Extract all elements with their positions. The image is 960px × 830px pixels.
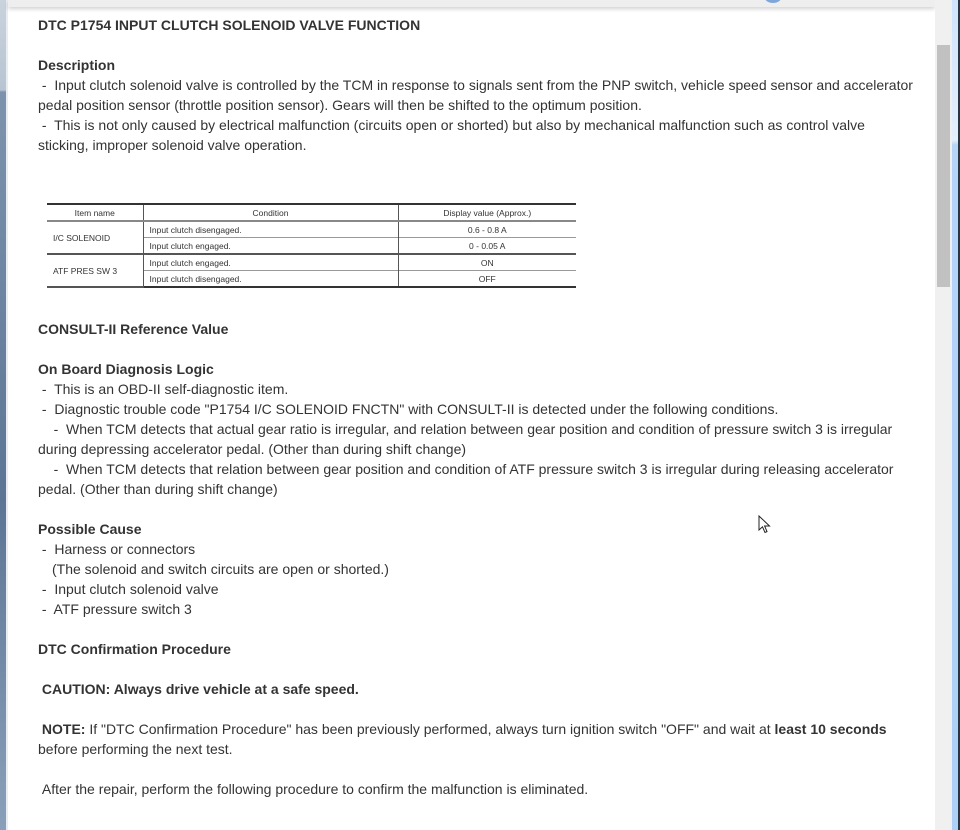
header-condition: Condition <box>143 204 398 221</box>
cause-line: - Input clutch solenoid valve <box>38 581 219 597</box>
mouse-pointer-icon <box>758 515 772 535</box>
note-paragraph <box>38 719 918 759</box>
description-heading: Description <box>38 57 116 73</box>
after-repair-text: After the repair, perform the following procedure to confirm the malfunction is eliminated. <box>38 781 589 797</box>
cause-line: - Harness or connectors <box>38 541 196 557</box>
toolbar-button-partial[interactable] <box>765 0 781 3</box>
note-bold: least 10 seconds <box>774 721 887 737</box>
window-left-edge <box>0 0 8 830</box>
value-cell: 0.6 - 0.8 A <box>398 221 576 238</box>
value-cell: OFF <box>398 271 576 288</box>
document-content <box>38 15 918 799</box>
obd-line: - When TCM detects that relation between gear position and condition of ATF pressure switch 3 is irregular during releasing accelerator pedal. (Other than during shift change) <box>38 461 898 497</box>
header-item-name: Item name <box>74 207 115 218</box>
description-line: - Input clutch solenoid valve is controlled by the TCM in response to signals sent from the PNP switch, vehicle speed sensor and accelerator pedal position sensor (throttle position sensor). Gears will then be shifted to the optimum position. <box>38 77 917 113</box>
cause-line: - ATF pressure switch 3 <box>38 601 192 617</box>
item-name-cell: ATF PRES SW 3 <box>47 254 143 287</box>
cause-line: (The solenoid and switch circuits are open or shorted.) <box>52 561 389 577</box>
condition-cell: Input clutch disengaged. <box>143 271 398 288</box>
item-name-cell: I/C SOLENOID <box>47 221 143 254</box>
window-left-edge-highlight <box>6 0 8 830</box>
scrollbar-thumb[interactable] <box>937 45 950 287</box>
obd-line: - This is an OBD-II self-diagnostic item. <box>38 381 289 397</box>
table-row <box>47 254 576 271</box>
confirmation-heading: DTC Confirmation Procedure <box>38 641 231 657</box>
consult-heading: CONSULT-II Reference Value <box>38 321 229 337</box>
reference-value-table <box>47 203 576 288</box>
note-text: If "DTC Confirmation Procedure" has been previously performed, always turn ignition switch "OFF" and wait at <box>85 721 775 737</box>
page-title: DTC P1754 INPUT CLUTCH SOLENOID VALVE FUNCTION <box>38 17 421 33</box>
value-cell: 0 - 0.05 A <box>398 238 576 255</box>
obd-line: - Diagnostic trouble code "P1754 I/C SOLENOID FNCTN" with CONSULT-II is detected under the following conditions. <box>38 401 779 417</box>
cause-heading: Possible Cause <box>38 521 142 537</box>
description-line: - This is not only caused by electrical malfunction (circuits open or shorted) but also by mechanical malfunction such as control valve sticking, improper solenoid valve operation. <box>38 117 869 153</box>
toolbar-strip <box>8 0 935 7</box>
header-display-value: Display value (Approx.) <box>398 204 576 221</box>
value-cell: ON <box>398 254 576 271</box>
condition-cell: Input clutch disengaged. <box>143 221 398 238</box>
caution-text: CAUTION: Always drive vehicle at a safe speed. <box>38 681 359 697</box>
note-label: NOTE: <box>38 721 86 737</box>
table-header-row <box>47 204 576 221</box>
obd-line: - When TCM detects that actual gear ratio is irregular, and relation between gear position and condition of pressure switch 3 is irregular during depressing accelerator pedal. (Other than during shift change) <box>38 421 897 457</box>
note-tail: before performing the next test. <box>38 721 891 757</box>
condition-cell: Input clutch engaged. <box>143 254 398 271</box>
condition-cell: Input clutch engaged. <box>143 238 398 255</box>
obd-heading: On Board Diagnosis Logic <box>38 361 214 377</box>
table-row <box>47 221 576 238</box>
